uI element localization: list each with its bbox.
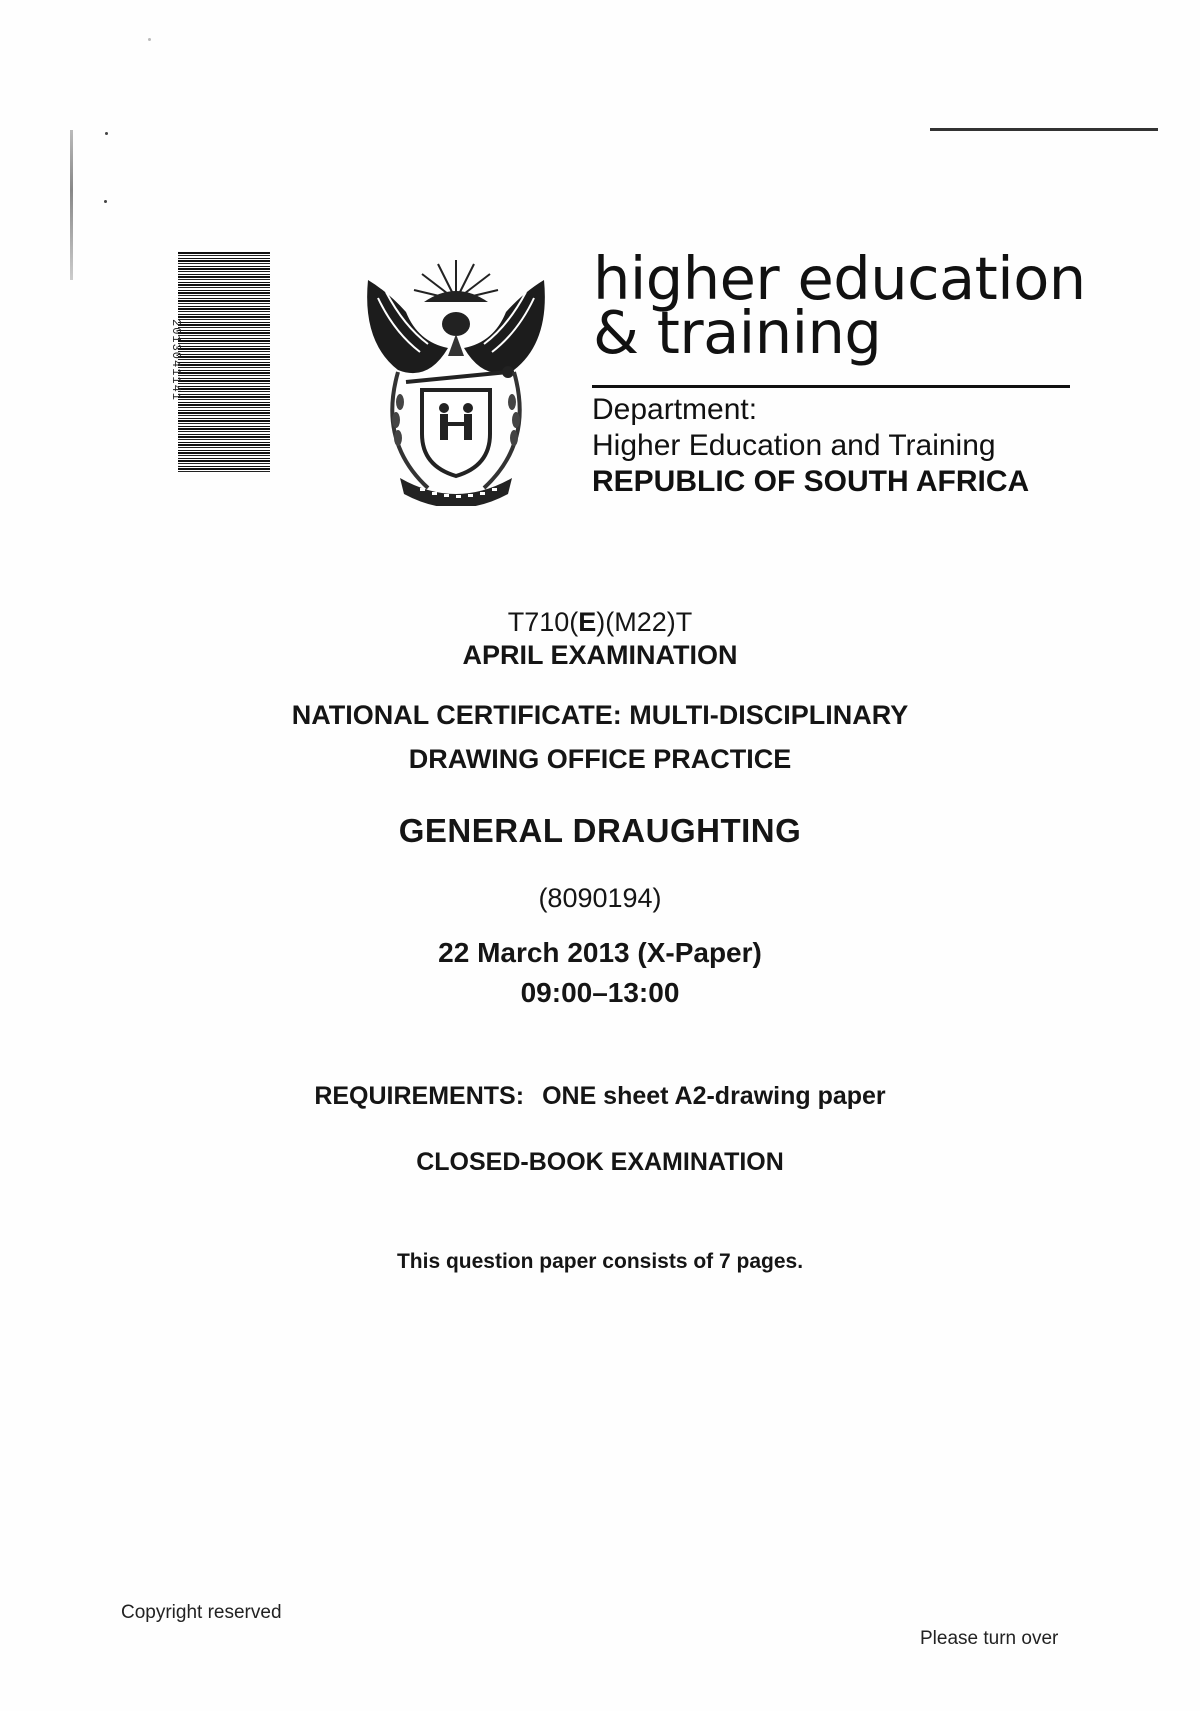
subject-number: (8090194) [538,883,662,913]
exam-session: APRIL EXAMINATION [462,640,738,670]
logo-line-2: & training [593,298,882,367]
page-count-note: This question paper consists of 7 pages. [396,1250,804,1273]
scan-artifact-edge [70,130,73,280]
barcode-number: 2013041141 [169,319,183,402]
turn-over-notice: Please turn over [920,1628,1059,1649]
department-block [592,392,1092,500]
logo-divider [592,385,1070,388]
scan-speck [104,200,107,203]
scan-speck [148,38,151,41]
department-name: Higher Education and Training [592,429,996,462]
exam-time: 09:00–13:00 [520,977,680,1008]
requirements-value: ONE sheet A2-drawing paper [542,1082,886,1110]
coat-of-arms-emblem [358,252,554,506]
certificate-line-1: NATIONAL CERTIFICATE: MULTI-DISCIPLINARY [291,700,909,730]
book-type: CLOSED-BOOK EXAMINATION [416,1148,784,1176]
scan-speck [105,132,108,135]
scan-artifact-line [930,128,1158,131]
department-label: Department: [592,393,758,426]
department-logo-wordmark [593,244,1093,367]
paper-code-suffix: )(M22)T [596,607,693,637]
certificate-line-2: DRAWING OFFICE PRACTICE [408,744,792,774]
paper-code-bold: E [578,607,597,637]
copyright-notice: Copyright reserved [121,1602,282,1623]
barcode-image [178,252,270,474]
requirements-label: REQUIREMENTS: [314,1082,525,1110]
exam-date: 22 March 2013 (X-Paper) [438,937,762,968]
country-name: REPUBLIC OF SOUTH AFRICA [592,465,1030,498]
paper-code [0,606,1200,638]
logo-line-1: higher education [593,244,1086,313]
paper-code-prefix: T710( [507,607,579,637]
subject-title: GENERAL DRAUGHTING [398,812,802,849]
requirements [0,1082,1200,1111]
